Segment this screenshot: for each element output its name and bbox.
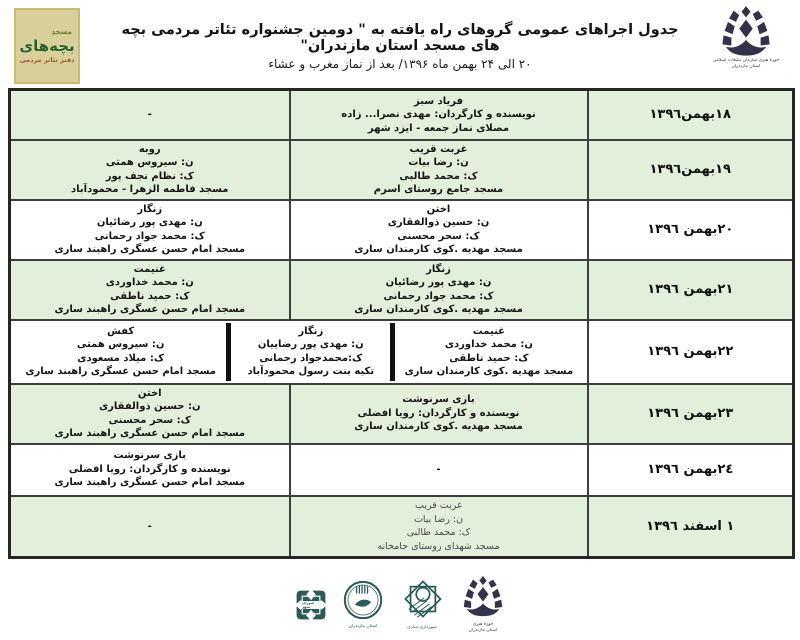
page-subtitle: ۲۰ الی ۲۴ بهمن ماه ۱۳۹۶/ بعد از نماز مغرب و عشاء (268, 57, 532, 71)
show-title: اختن (426, 203, 451, 215)
table-row (10, 90, 794, 140)
show-venue: مسجد مهدیه .کوی کارمندان ساری (354, 244, 523, 255)
municipality-logo (399, 579, 445, 631)
show-cell (10, 444, 290, 496)
show-cell (10, 140, 290, 200)
show-writer: ن: رضا بیات (413, 513, 464, 525)
show-venue: مسجد فاطمه الزهرا - محمودآباد (71, 184, 229, 195)
show-title: بازی سرنوشت (113, 450, 186, 462)
empty-dash: - (436, 463, 441, 475)
hozeh-caption-2: استان مازندران (731, 64, 761, 69)
show-title: فریاد سبز (413, 95, 464, 107)
show-director: ک: حمید ناطقی (449, 352, 529, 364)
round-seal-icon (343, 580, 383, 624)
show-writer: ن: مهدی پور رضائیان (385, 277, 492, 288)
show-title: غنیمت (472, 325, 506, 337)
ornamental-square-icon (295, 589, 327, 621)
show-cell (290, 90, 588, 140)
schedule-table (8, 88, 795, 559)
date-cell: ۲۰بهمن ۱۳۹٦ (588, 200, 794, 260)
city-council-logo (295, 589, 327, 621)
show-director: ک: محمد طالبی (406, 527, 471, 539)
ornamental-tree-icon (461, 576, 505, 622)
hozeh-footer-caption-2: استان مازندران (468, 628, 498, 633)
thick-divider (226, 323, 231, 381)
show-title: زنگار (426, 263, 451, 275)
show-director: ک: میلاد مسعودی (77, 352, 165, 364)
show-venue: مسجد مهدیه .کوی کارمندان ساری (354, 421, 523, 433)
show-venue: مسجد امام حسن عسگری راهبند ساری (25, 366, 216, 377)
date-cell: ۱۹بهمن۱۳۹٦ (588, 140, 794, 200)
table-row (10, 140, 794, 200)
show-writer: ن: مهدی پور رضاییان (257, 339, 364, 350)
page-title: جدول اجراهای عمومی گروهای راه یافته به " دومین جشنواره تئاتر مردمی بچه های مسجد استان مازندران" (121, 22, 679, 54)
show-cell (290, 496, 588, 558)
show-cell (290, 260, 588, 320)
municipality-caption: شهرداری ساری (407, 625, 437, 630)
thick-divider (390, 323, 395, 381)
date-cell: ۲۲بهمن ۱۳۹٦ (588, 320, 794, 384)
date-cell: ۲۳بهمن ۱۳۹٦ (588, 384, 794, 444)
hozeh-footer-caption-1: حوزه هنری (472, 622, 494, 627)
show-cell (290, 384, 588, 444)
show-cell (10, 90, 290, 140)
show-venue: مسجد مهدیه .کوی کارمندان ساری (354, 304, 523, 315)
show-title: بازی سرنوشت (402, 394, 475, 406)
show-cell (231, 323, 390, 381)
festival-logo (14, 8, 80, 84)
empty-dash: - (147, 520, 152, 532)
show-writer: ن: حسین ذوالفقاری (387, 217, 490, 228)
show-venue: مسجد مهدیه .کوی کارمندان ساری (404, 366, 574, 377)
show-credit: نویسنده و کارگردان: رویا افضلی (68, 463, 231, 475)
show-cell (10, 200, 290, 260)
show-cell (10, 260, 290, 320)
show-title: غربت قریب (415, 500, 462, 512)
ornamental-tree-icon (706, 6, 786, 58)
hozeh-caption-1: حوزه هنری سازمان تبلیغات اسلامی (712, 58, 780, 63)
show-venue: مسجد امام حسن عسگری راهبند ساری (54, 244, 246, 255)
show-director: ک: سحر محسنی (397, 230, 480, 242)
table-row (10, 384, 794, 444)
table-row (10, 200, 794, 260)
show-title: غربت قریب (409, 143, 468, 155)
show-title: کفش (107, 325, 135, 337)
empty-dash: - (147, 109, 152, 120)
triple-show-cell (10, 320, 588, 384)
show-venue: مسجد امام حسن عسگری راهبند ساری (54, 304, 246, 315)
date-cell: ۱۸بهمن۱۳۹٦ (588, 90, 794, 140)
sponsor-logos (0, 576, 800, 634)
festival-logo-word-main: بچه‌های (19, 37, 75, 55)
show-venue: مسجد شهدای روستای جامخانه (377, 540, 500, 552)
show-credit: نویسنده و کارگردان: مهدی نصرا... زاده (341, 109, 536, 120)
show-director: ک: محمد جواد رحمانی (383, 290, 494, 302)
show-venue: مسجد امام حسن عسگری راهبند ساری (54, 477, 246, 489)
show-writer: ن: مهدی پور رضائیان (96, 217, 203, 228)
show-cell (290, 140, 588, 200)
date-cell: ۱ اسفند ۱۳۹٦ (588, 496, 794, 558)
show-director: ک:محمدجواد رحمانی (259, 352, 363, 364)
show-venue: مصلای نماز جمعه - ایزد شهر (367, 122, 510, 134)
province-logo (343, 580, 383, 630)
show-writer: ن: محمد خداوردی (105, 277, 194, 288)
show-cell (10, 384, 290, 444)
hozeh-honari-footer-logo (461, 576, 505, 634)
eight-point-star-icon (399, 579, 445, 625)
show-cell (290, 444, 588, 496)
show-writer: ن: سیروس همتی (106, 157, 194, 168)
festival-logo-word-top: مسجدِ (51, 28, 72, 36)
show-director: ک: نظام نجف پور (105, 170, 194, 182)
date-cell: ۲٤بهمن ۱۳۹٦ (588, 444, 794, 496)
show-venue: تکیه بنت رسول محمودآباد (247, 366, 375, 377)
table-row (10, 496, 794, 558)
show-cell (395, 323, 582, 381)
show-writer: ن: رضا بیات (408, 157, 469, 168)
show-venue: مسجد جامع روستای اسرم (373, 184, 504, 195)
date-cell: ۲۱بهمن ۱۳۹٦ (588, 260, 794, 320)
show-title: زنگار (137, 203, 163, 215)
show-title: اختن (137, 387, 162, 399)
show-director: ک: محمد طالبی (399, 170, 478, 182)
table-row-triple (10, 320, 794, 384)
show-director: ک: حمید ناطقی (110, 290, 190, 302)
show-title: روبه (138, 143, 161, 155)
festival-logo-word-bottom: دفتر تئاتر مردمی (19, 56, 75, 64)
show-cell (15, 323, 226, 381)
show-credit: نویسنده و کارگردان: رویا افضلی (357, 407, 520, 419)
council-label: شورای شهر (302, 601, 320, 609)
province-caption: استان مازندران (348, 624, 378, 629)
show-director: ک: سحر محسنی (108, 414, 191, 426)
table-row (10, 444, 794, 496)
table-row (10, 260, 794, 320)
show-cell (290, 200, 588, 260)
show-venue: مسجد امام حسن عسگری راهبند ساری (54, 428, 246, 439)
show-writer: ن: محمد خداوردی (444, 339, 533, 350)
show-cell (10, 496, 290, 558)
show-writer: ن: سیروس همتی (76, 339, 165, 350)
show-director: ک: محمد جواد رحمانی (94, 230, 205, 242)
show-title: زنگار (298, 325, 324, 337)
show-title: غنیمت (133, 263, 166, 275)
show-writer: ن: حسین ذوالفقاری (98, 401, 201, 412)
hozeh-honari-logo (706, 6, 786, 70)
